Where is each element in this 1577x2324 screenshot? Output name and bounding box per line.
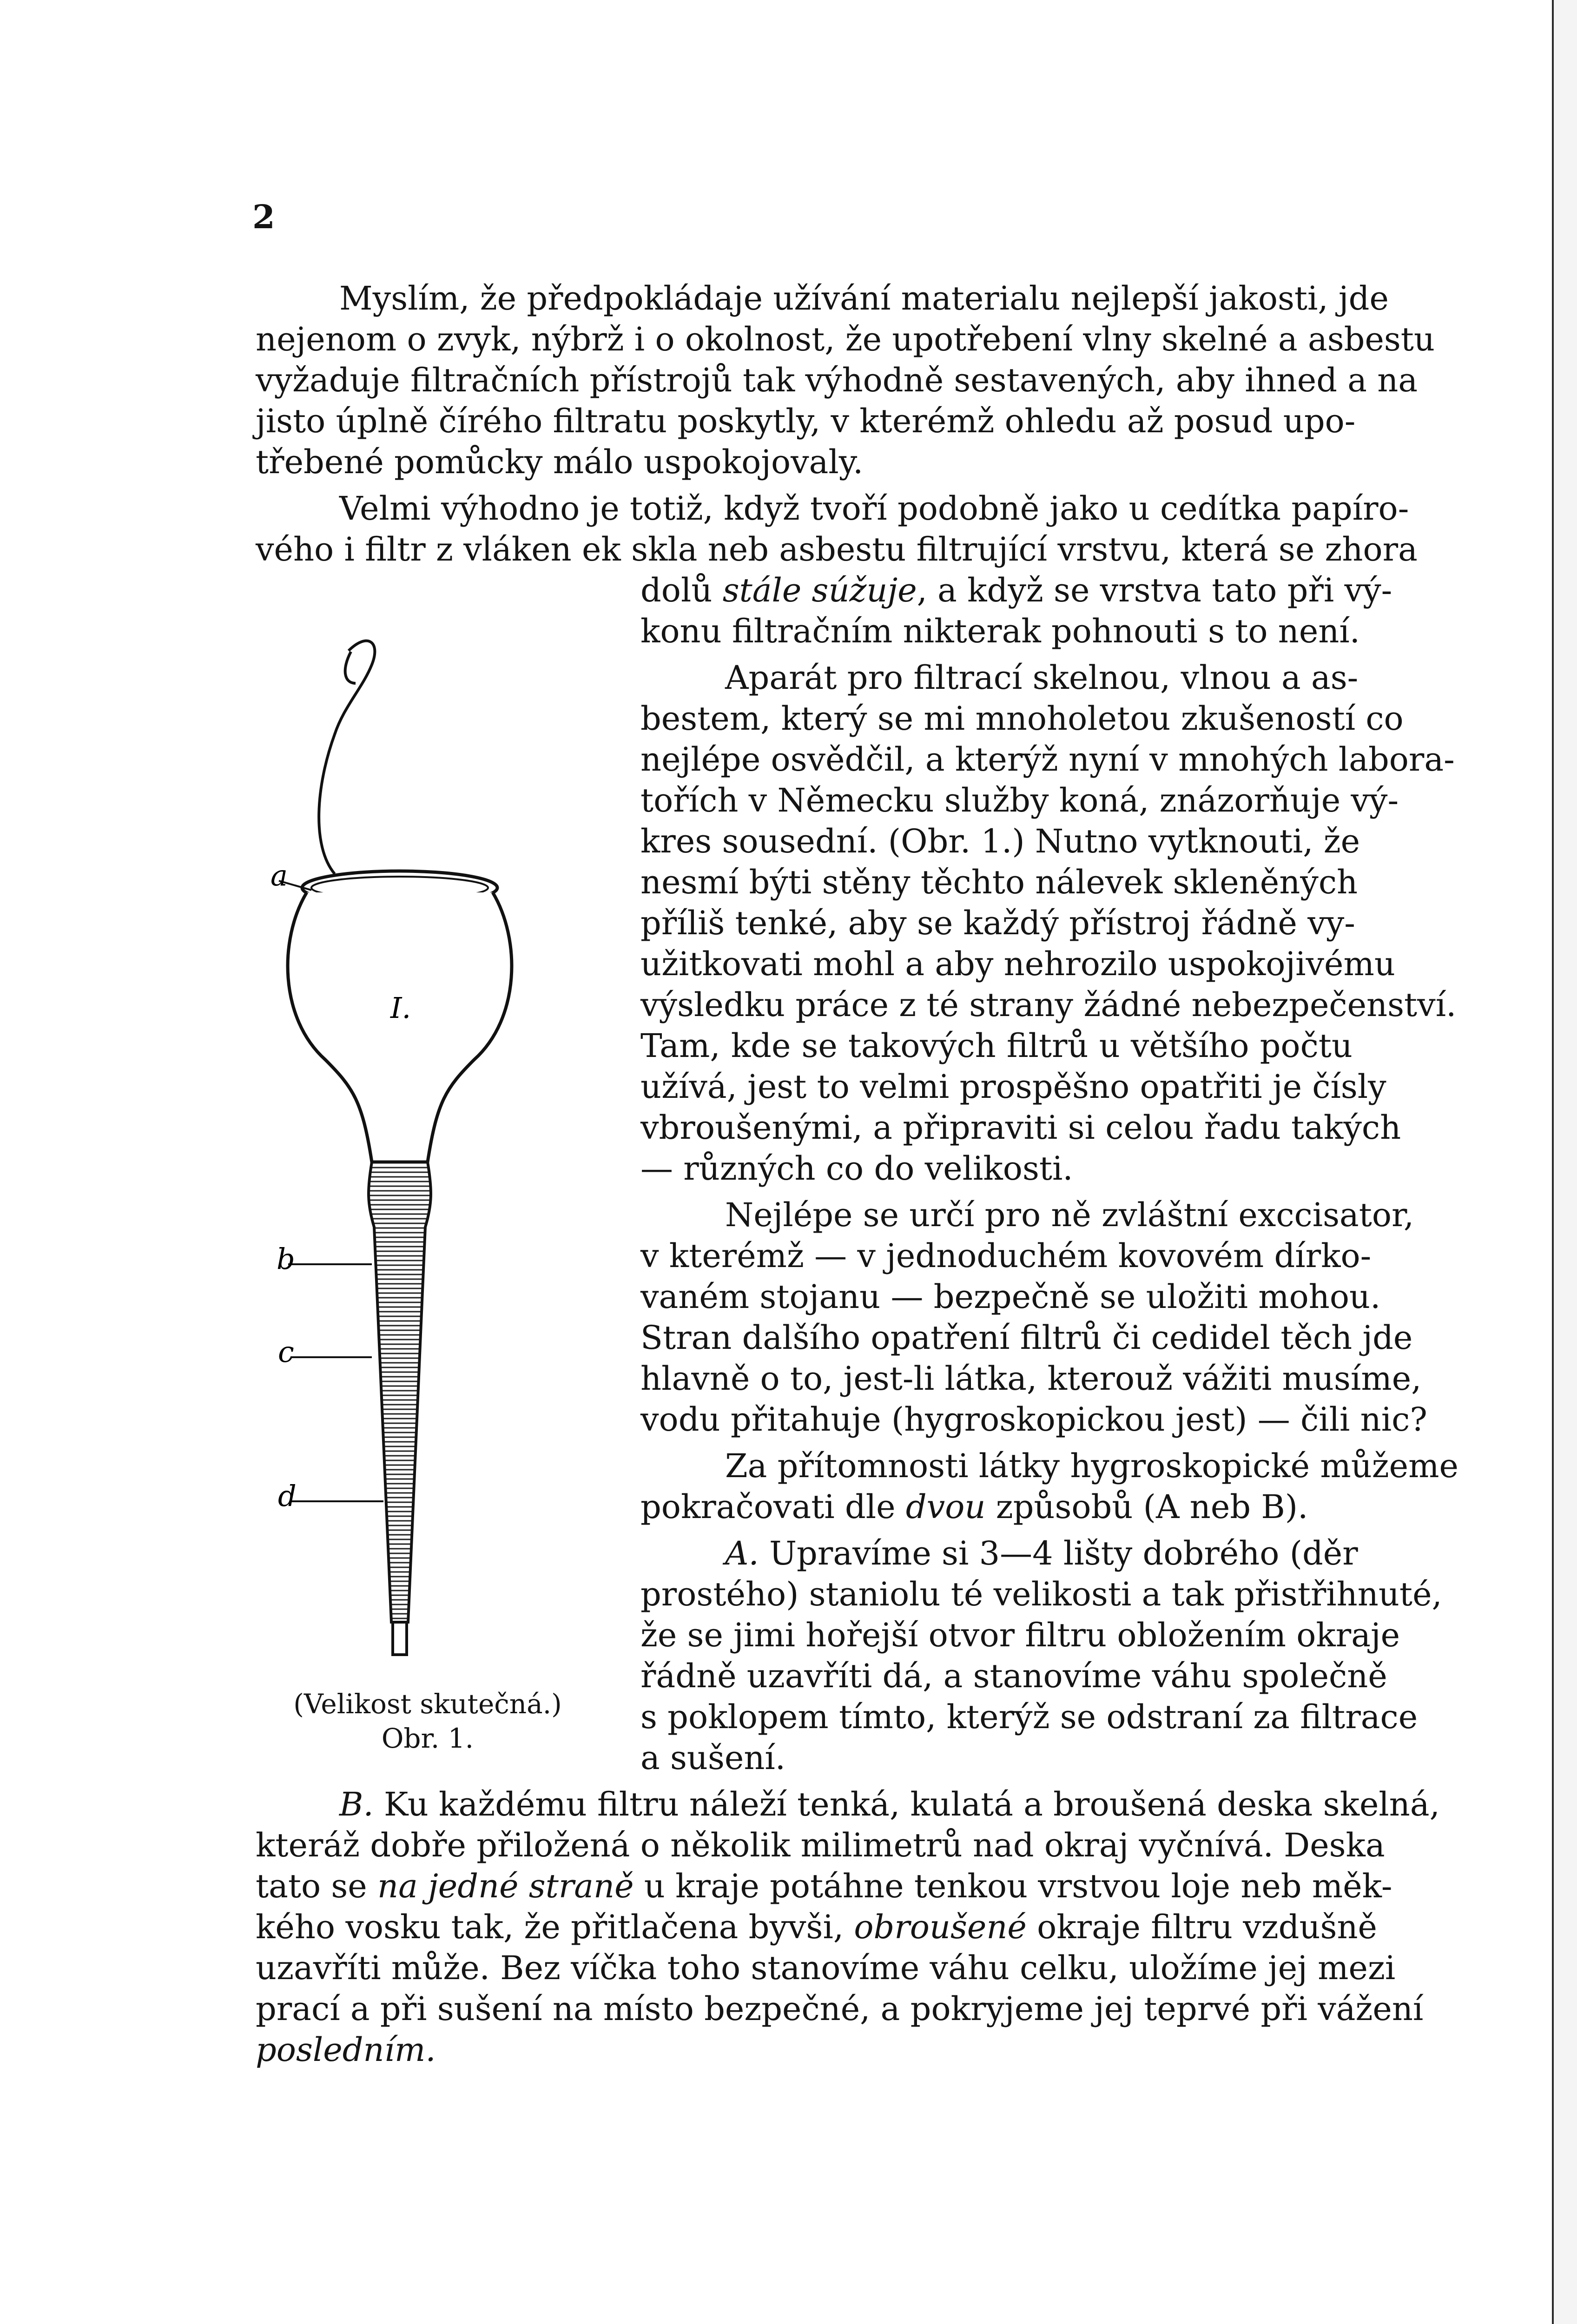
text-line: v kterémž — v jednoduchém kovovém dírko-: [640, 1237, 1372, 1275]
figure-label-c: c: [278, 1335, 294, 1369]
figure-caption-size: (Velikost skutečná.): [293, 1688, 562, 1720]
text-line: že se jimi hořejší otvor filtru obložením okraje: [640, 1616, 1400, 1654]
text-line: Tam, kde se takových filtrů u většího počtu: [640, 1027, 1353, 1065]
text-line: jisto úplně čírého filtratu poskytly, v kterémž ohledu až posud upo-: [256, 402, 1356, 440]
text-line: posledním.: [256, 2031, 436, 2069]
text-line: A. Upravíme si 3—4 lišty dobrého (děr: [725, 1534, 1358, 1572]
text-line: dolů stále súžuje, a když se vrstva tato při vý-: [640, 571, 1392, 609]
text-line: tato se na jedné straně u kraje potáhne tenkou vrstvou loje neb měk-: [256, 1867, 1392, 1905]
text-line: Myslím, že předpokládaje užívání materialu nejlepší jakosti, jde: [339, 279, 1389, 317]
figure-label-b: b: [277, 1242, 295, 1276]
text-line: vodu přitahuje (hygroskopickou jest) — čili nic?: [640, 1400, 1427, 1439]
text-line: Velmi výhodno je totiž, když tvoří podobně jako u cedítka papíro-: [339, 489, 1409, 528]
text-line: kteráž dobře přiložená o několik milimetrů nad okraj vyčnívá. Deska: [256, 1826, 1385, 1864]
text-line: konu filtračním nikterak pohnouti s to není.: [640, 612, 1360, 650]
figure-caption-number: Obr. 1.: [381, 1723, 474, 1754]
text-line: vaném stojanu — bezpečně se uložiti mohou.: [640, 1278, 1381, 1316]
text-line: nejenom o zvyk, nýbrž i o okolnost, že upotřebení vlny skelné a asbestu: [256, 320, 1435, 358]
figure-label-d: d: [278, 1479, 297, 1513]
filter-cone: [369, 1162, 431, 1622]
text-line: Za přítomnosti látky hygroskopické můžeme: [725, 1447, 1458, 1485]
text-line: řádně uzavříti dá, a stanovíme váhu společně: [640, 1657, 1387, 1695]
text-line: Nejlépe se určí pro ně zvláštní exccisator,: [725, 1196, 1414, 1234]
text-line: nesmí býti stěny těchto nálevek skleněných: [640, 863, 1358, 901]
text-line: užívá, jest to velmi prospěšno opatřiti je čísly: [640, 1068, 1386, 1106]
text-line: kého vosku tak, že přitlačena byvši, obroušené okraje filtru vzdušně: [256, 1908, 1377, 1946]
book-spine-edge: [1552, 0, 1577, 2324]
text-line: nejlépe osvědčil, a kterýž nyní v mnohých labora-: [640, 740, 1455, 779]
funnel-tip: [393, 1622, 407, 1655]
text-line: třebené pomůcky málo uspokojovaly.: [256, 443, 864, 481]
text-line: příliš tenké, aby se každý přístroj řádně vy-: [640, 904, 1355, 942]
page-number: 2: [252, 198, 275, 236]
text-line: Aparát pro filtrací skelnou, vlnou a as-: [725, 659, 1359, 697]
filter-funnel-figure: [260, 632, 586, 1692]
text-line: vyžaduje filtračních přístrojů tak výhodně sestavených, aby ihned a na: [256, 361, 1418, 399]
text-line: prostého) staniolu té velikosti a tak přistřihnuté,: [640, 1575, 1442, 1613]
text-line: výsledku práce z té strany žádné nebezpečenství.: [640, 986, 1457, 1024]
text-line: — různých co do velikosti.: [640, 1149, 1073, 1188]
text-line: tořích v Německu služby koná, znázorňuje vý-: [640, 781, 1399, 819]
text-line: prací a při sušení na místo bezpečné, a pokryjeme jej teprvé při vážení: [256, 1990, 1424, 2028]
text-line: uzavříti může. Bez víčka toho stanovíme váhu celku, uložíme jej mezi: [256, 1949, 1396, 1987]
text-line: hlavně o to, jest-li látka, kterouž vážiti musíme,: [640, 1360, 1422, 1398]
text-line: kres sousední. (Obr. 1.) Nutno vytknouti, že: [640, 822, 1360, 860]
text-line: pokračovati dle dvou způsobů (A neb B).: [640, 1488, 1308, 1526]
text-line: s poklopem tímto, kterýž se odstraní za filtrace: [640, 1698, 1418, 1736]
figure-label-a: a: [271, 858, 288, 892]
text-line: užitkovati mohl a aby nehrozilo uspokojivému: [640, 945, 1395, 983]
text-line: B. Ku každému filtru náleží tenká, kulatá a broušená deska skelná,: [339, 1785, 1440, 1823]
figure-label-I: I.: [390, 991, 411, 1025]
text-line: a sušení.: [640, 1739, 786, 1777]
text-line: vbroušenými, a připraviti si celou řadu takých: [640, 1109, 1401, 1147]
text-line: vého i filtr z vláken ek skla neb asbestu filtrující vrstvu, která se zhora: [256, 530, 1418, 568]
text-line: bestem, který se mi mnoholetou zkušeností co: [640, 700, 1404, 738]
text-line: Stran dalšího opatření filtrů či cedidel těch jde: [640, 1319, 1413, 1357]
funnel-bulb: [288, 892, 512, 1162]
